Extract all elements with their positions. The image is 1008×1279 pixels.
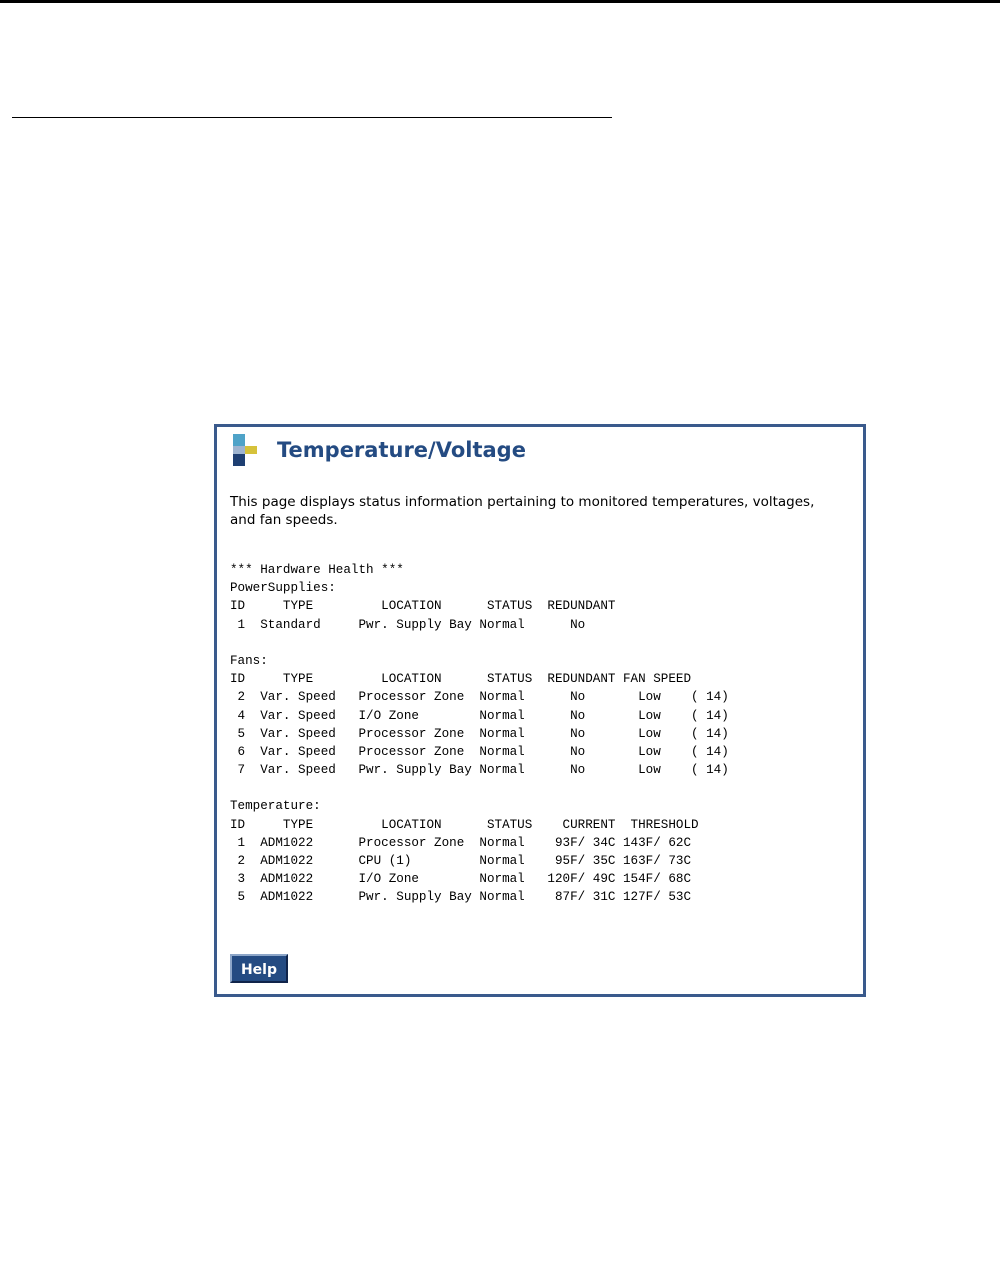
report-line: Temperature: (230, 799, 321, 814)
panel-header (233, 433, 526, 467)
header-underline (12, 117, 612, 118)
report-line: 5 ADM1022 Pwr. Supply Bay Normal 87F/ 31C 127F/ 53C (230, 890, 692, 905)
report-line: 5 Var. Speed Processor Zone Normal No Low ( 14) (230, 726, 729, 741)
report-line: PowerSupplies: (230, 581, 336, 596)
report-line (230, 634, 729, 652)
report-line: ID TYPE LOCATION STATUS CURRENT THRESHOLD (230, 817, 699, 832)
report-line: 1 Standard Pwr. Supply Bay Normal No (230, 617, 586, 632)
report-line: Fans: (230, 653, 268, 668)
report-line: 6 Var. Speed Processor Zone Normal No Low ( 14) (230, 744, 729, 759)
report-line: 2 Var. Speed Processor Zone Normal No Low ( 14) (230, 690, 729, 705)
temperature-voltage-panel (214, 424, 866, 997)
report-line: 7 Var. Speed Pwr. Supply Bay Normal No Low ( 14) (230, 763, 729, 778)
report-line: 2 ADM1022 CPU (1) Normal 95F/ 35C 163F/ 73C (230, 854, 692, 868)
report-line: ID TYPE LOCATION STATUS REDUNDANT FAN SPEED (230, 672, 692, 687)
report-line: 3 ADM1022 I/O Zone Normal 120F/ 49C 154F/ 68C (230, 872, 692, 887)
hardware-health-report (230, 561, 729, 907)
top-divider (0, 0, 1000, 3)
hp-square-logo-icon (233, 434, 261, 466)
help-button[interactable]: Help (230, 954, 288, 983)
report-line: 4 Var. Speed I/O Zone Normal No Low ( 14) (230, 708, 729, 723)
report-line (230, 779, 729, 797)
report-line: 1 ADM1022 Processor Zone Normal 93F/ 34C 143F/ 62C (230, 835, 692, 850)
report-line: *** Hardware Health *** (230, 563, 404, 577)
report-line: ID TYPE LOCATION STATUS REDUNDANT (230, 599, 616, 614)
page-title: Temperature/Voltage (277, 438, 526, 462)
page-description: This page displays status information pertaining to monitored temperatures, voltages, and fan speeds. (230, 494, 815, 528)
